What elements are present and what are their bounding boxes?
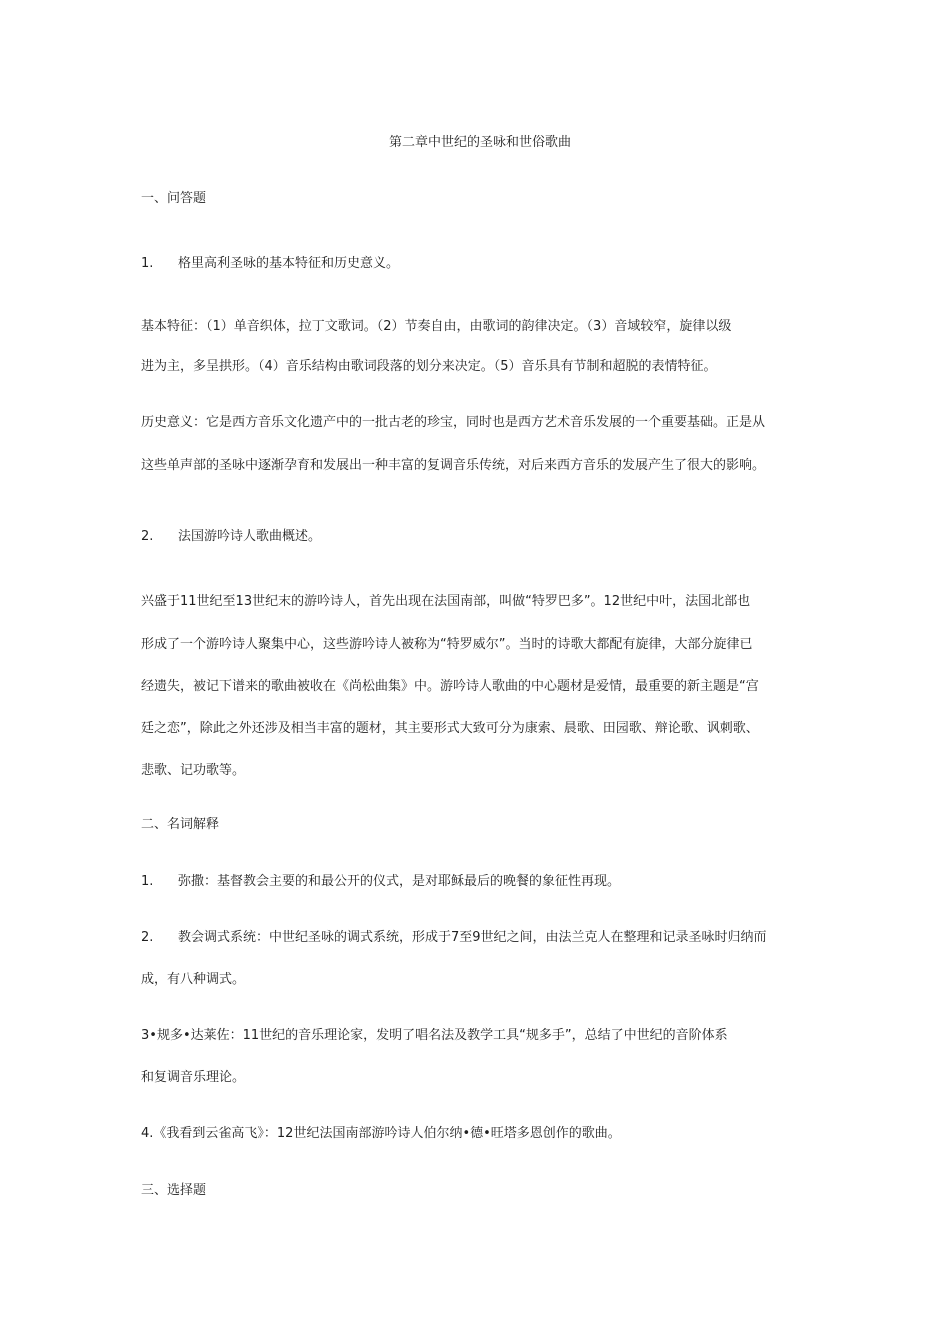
section-heading-terms: 二、名词解释 (141, 817, 220, 832)
term-4: 4.《我看到云雀高飞》：12世纪法国南部游吟诗人伯尔纳•德•旺塔多恩创作的歌曲。 (141, 1126, 621, 1141)
q1-features-line-2: 进为主，多呈拱形。（4）音乐结构由歌词段落的划分来决定。（5）音乐具有节制和超脱的表情特征。 (141, 359, 717, 374)
q2-answer-line-3: 经遗失，被记下谱来的歌曲被收在《尚松曲集》中。游吟诗人歌曲的中心题材是爱情，最重要的新主题是“宫 (141, 679, 759, 694)
section-heading-qa: 一、问答题 (141, 191, 207, 206)
question-1-text: 格里高利圣咏的基本特征和历史意义。 (178, 256, 400, 271)
term-1-text: 弥撒：基督教会主要的和最公开的仪式，是对耶稣最后的晚餐的象征性再现。 (178, 874, 621, 889)
question-2 (141, 528, 321, 546)
q2-answer-line-2: 形成了一个游吟诗人聚集中心，这些游吟诗人被称为“特罗威尔”。当时的诗歌大都配有旋律，大部分旋律已 (141, 637, 753, 652)
q2-answer-line-1: 兴盛于11世纪至13世纪末的游吟诗人，首先出现在法国南部，叫做“特罗巴多”。12世纪中叶，法国北部也 (141, 594, 751, 609)
q2-answer-line-4: 廷之恋”，除此之外还涉及相当丰富的题材，其主要形式大致可分为康索、晨歌、田园歌、辩论歌、讽刺歌、 (141, 721, 759, 736)
question-1-number: 1. (141, 256, 154, 271)
term-3-line-1: 3•规多•达莱佐：11世纪的音乐理论家，发明了唱名法及教学工具“规多手”，总结了中世纪的音阶体系 (141, 1028, 728, 1043)
question-1 (141, 255, 399, 273)
section-heading-choice: 三、选择题 (141, 1183, 207, 1198)
chapter-title: 第二章中世纪的圣咏和世俗歌曲 (388, 135, 571, 150)
question-2-number: 2. (141, 529, 154, 544)
term-2 (141, 929, 767, 947)
question-2-text: 法国游吟诗人歌曲概述。 (178, 529, 322, 544)
term-1 (141, 873, 620, 891)
q2-answer-line-5: 悲歌、记功歌等。 (141, 763, 246, 778)
term-1-number: 1. (141, 874, 154, 889)
term-2-text: 教会调式系统：中世纪圣咏的调式系统，形成于7至9世纪之间，由法兰克人在整理和记录圣咏时归纳而 (178, 930, 767, 945)
q1-history-line-1: 历史意义：它是西方音乐文化遗产中的一批古老的珍宝，同时也是西方艺术音乐发展的一个重要基础。正是从 (141, 415, 766, 430)
q1-features-line-1: 基本特征：（1）单音织体，拉丁文歌词。（2）节奏自由，由歌词的韵律决定。（3）音域较窄，旋律以级 (141, 319, 732, 334)
term-3-line-2: 和复调音乐理论。 (141, 1070, 246, 1085)
term-2-line-2: 成，有八种调式。 (141, 972, 246, 987)
q1-history-line-2: 这些单声部的圣咏中逐渐孕育和发展出一种丰富的复调音乐传统，对后来西方音乐的发展产生了很大的影响。 (141, 458, 766, 473)
term-2-number: 2. (141, 930, 154, 945)
